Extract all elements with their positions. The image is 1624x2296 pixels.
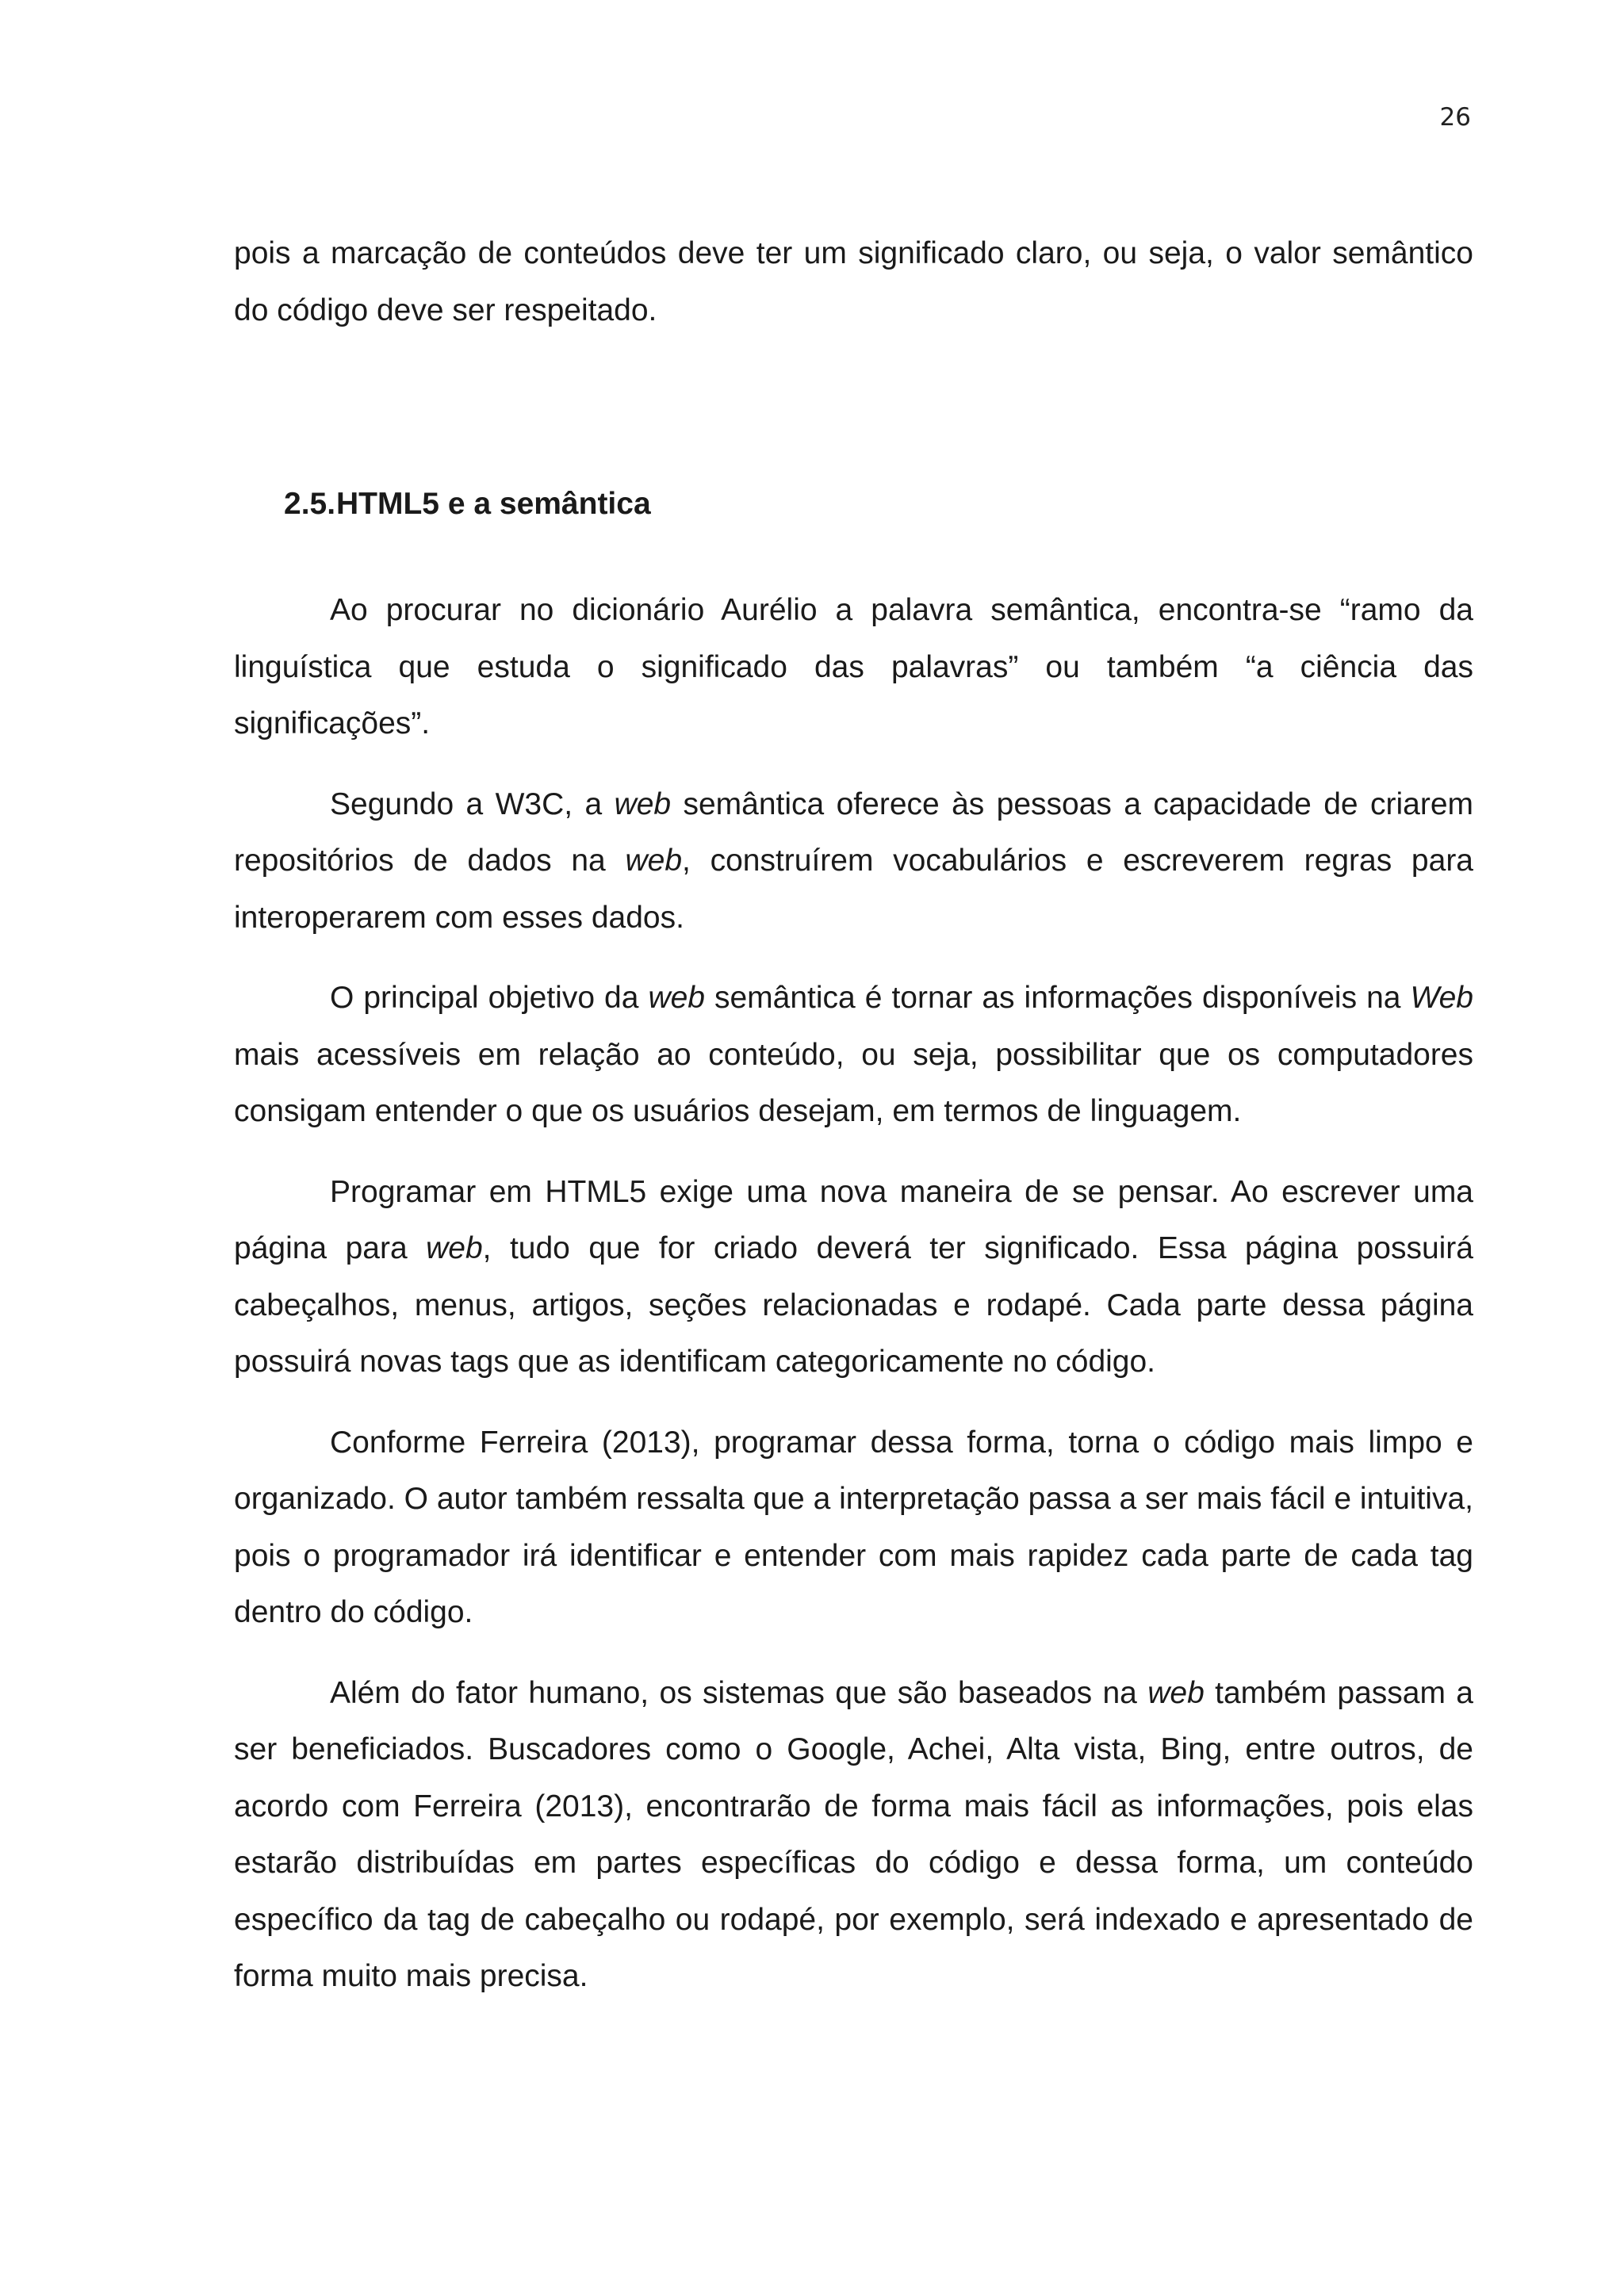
section-title: HTML5 e a semântica bbox=[336, 487, 651, 521]
paragraph-5: Conforme Ferreira (2013), programar dessa forma, torna o código mais limpo e organizado. O autor também ressalta que a interpretação passa a ser mais fácil e intuitiva, pois o programador irá identificar e entender com mais rapidez cada parte de cada tag dentro do código. bbox=[234, 1425, 1473, 1629]
paragraph-6-text: também passam a ser beneficiados. Buscadores como o Google, Achei, Alta vista, Bing, entre outros, de acordo com Ferreira (2013), encontrarão de forma mais fácil as informações, pois elas estarão distribuídas em partes específicas do código e dessa forma, um conteúdo específico da tag de cabeçalho ou rodapé, por exemplo, será indexado e apresentado de forma muito mais precisa. bbox=[234, 1675, 1473, 1993]
paragraph-3-text: semântica é tornar as informações disponíveis na bbox=[704, 981, 1411, 1015]
paragraph-4 bbox=[234, 1164, 1473, 1391]
section-number: 2.5. bbox=[284, 487, 336, 521]
paragraph-2-text: semântica oferece às pessoas a capacidade de criarem repositórios de dados na bbox=[234, 786, 1473, 878]
continuation-paragraph: pois a marcação de conteúdos deve ter um significado claro, ou seja, o valor semântico do código deve ser respeitado. bbox=[234, 236, 1473, 327]
continuation-block bbox=[234, 225, 1473, 339]
paragraph-2-italic: web bbox=[614, 786, 672, 821]
paragraph-4-text: , tudo que for criado deverá ter significado. Essa página possuirá cabeçalhos, menus, artigos, seções relacionadas e rodapé. Cada parte dessa página possuirá novas tags que as identificam categoricamente no código. bbox=[234, 1231, 1473, 1379]
paragraph-6-text: Além do fator humano, os sistemas que são baseados na bbox=[330, 1675, 1148, 1710]
paragraph-2-text: , construírem vocabulários e escreverem regras para interoperarem com esses dados. bbox=[234, 844, 1473, 935]
paragraph-1: Ao procurar no dicionário Aurélio a palavra semântica, encontra-se “ramo da linguística que estuda o significado das palavras” ou também “a ciência das significações”. bbox=[234, 593, 1473, 740]
paragraph-2-text: Segundo a W3C, a bbox=[330, 786, 615, 821]
section-body bbox=[234, 582, 1473, 2005]
paragraph-3-text: O principal objetivo da bbox=[330, 981, 649, 1015]
paragraph-4-italic: web bbox=[426, 1231, 483, 1265]
paragraph-2-italic: web bbox=[625, 844, 683, 878]
paragraph-6 bbox=[234, 1665, 1473, 2005]
paragraph-3-italic: Web bbox=[1410, 981, 1473, 1015]
paragraph-4-text: Programar em HTML5 exige uma nova maneira de se pensar. Ao escrever uma página para bbox=[234, 1174, 1473, 1265]
paragraph-3 bbox=[234, 970, 1473, 1140]
section-heading bbox=[284, 476, 651, 533]
paragraph-3-text: mais acessíveis em relação ao conteúdo, ou seja, possibilitar que os computadores consigam entender o que os usuários desejam, em termos de linguagem. bbox=[234, 1037, 1473, 1128]
paragraph-2 bbox=[234, 776, 1473, 947]
paragraph-3-italic: web bbox=[648, 981, 705, 1015]
page-number: 26 bbox=[1439, 103, 1471, 132]
paragraph-6-italic: web bbox=[1147, 1675, 1205, 1710]
